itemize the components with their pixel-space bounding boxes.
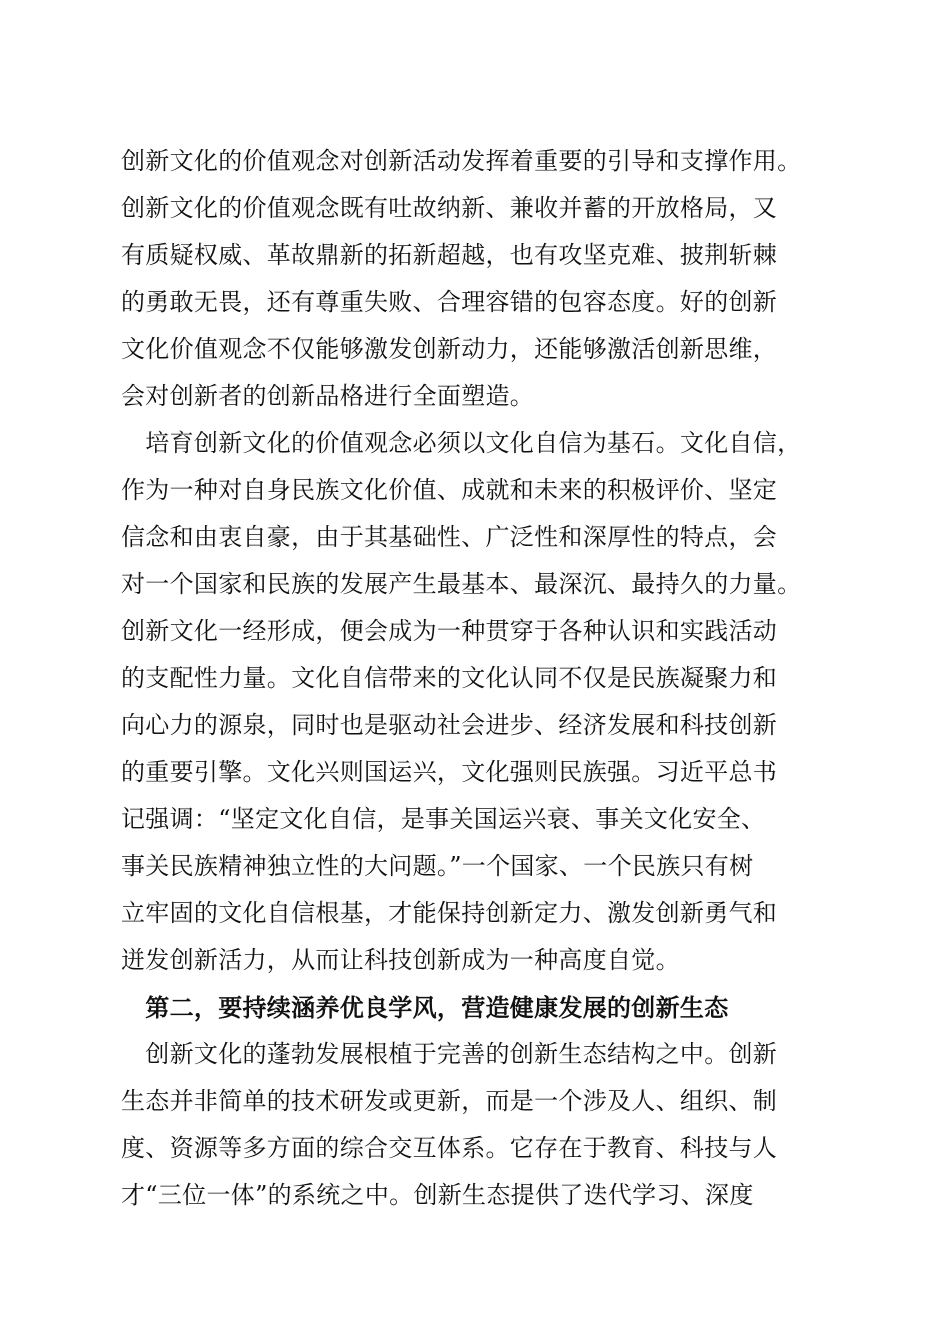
text-line: 生态并非简单的技术研发或更新，而是一个涉及人、组织、制: [121, 1087, 778, 1115]
text-line: 立牢固的文化自信根基，才能保持创新定力、激发创新勇气和: [121, 899, 778, 927]
paragraph-innovation-ecosystem: [121, 1031, 841, 1219]
text-line: 会对创新者的创新品格进行全面塑造。: [121, 382, 535, 410]
text-line: 向心力的源泉，同时也是驱动社会进步、经济发展和科技创新: [121, 711, 778, 739]
text-line: 才“三位一体”的系统之中。创新生态提供了迭代学习、深度: [121, 1181, 754, 1209]
text-line: 培育创新文化的价值观念必须以文化自信为基石。文化自信，: [121, 429, 802, 457]
text-line: 信念和由衷自豪，由于其基础性、广泛性和深厚性的特点，会: [121, 523, 778, 551]
paragraph-values: [121, 138, 841, 420]
text-line: 事关民族精神独立性的大问题。”一个国家、一个民族只有树: [121, 852, 754, 880]
text-line: 有质疑权威、革故鼎新的拓新超越，也有攻坚克难、披荆斩棘: [121, 241, 778, 269]
body-text: [121, 420, 841, 1219]
text-line: 度、资源等多方面的综合交互体系。它存在于教育、科技与人: [121, 1134, 778, 1162]
text-line: 的支配性力量。文化自信带来的文化认同不仅是民族凝聚力和: [121, 664, 778, 692]
text-line: 的重要引擎。文化兴则国运兴，文化强则民族强。习近平总书: [121, 758, 778, 786]
text-line: 创新文化的价值观念对创新活动发挥着重要的引导和支撑作用。: [121, 147, 802, 175]
text-line: 对一个国家和民族的发展产生最基本、最深沉、最持久的力量。: [121, 570, 802, 598]
text-line: 文化价值观念不仅能够激发创新动力，还能够激活创新思维，: [121, 335, 778, 363]
text-line: 的勇敢无畏，还有尊重失败、合理容错的包容态度。好的创新: [121, 288, 778, 316]
section-heading: 第二，要持续涵养优良学风，营造健康发展的创新生态: [121, 993, 729, 1022]
text-line: 作为一种对自身民族文化价值、成就和未来的积极评价、坚定: [121, 476, 778, 504]
text-line: 迸发创新活力，从而让科技创新成为一种高度自觉。: [121, 946, 680, 974]
text-line: 创新文化的价值观念既有吐故纳新、兼收并蓄的开放格局，又: [121, 194, 778, 222]
text-line: 创新文化一经形成，便会成为一种贯穿于各种认识和实践活动: [121, 617, 778, 645]
paragraph-cultural-confidence: [121, 420, 841, 984]
text-line: 记强调：“坚定文化自信，是事关国运兴衰、事关文化安全、: [121, 805, 766, 833]
text-line: 创新文化的蓬勃发展根植于完善的创新生态结构之中。创新: [121, 1040, 778, 1068]
